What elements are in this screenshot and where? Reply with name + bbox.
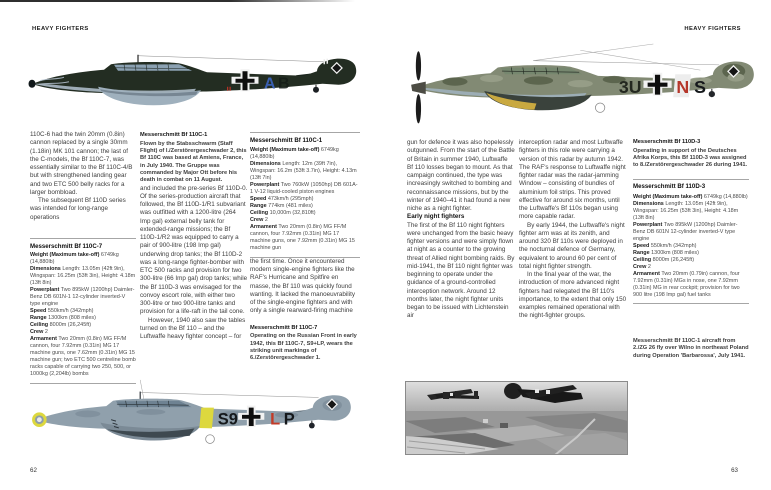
spec-row — [633, 222, 749, 243]
antenna-wire — [138, 56, 324, 62]
fin-bar-2 — [327, 59, 329, 64]
spec-value: 2 — [647, 263, 651, 270]
specbox-bf110c7 — [30, 238, 136, 384]
spec-row — [633, 250, 749, 257]
code-prefix-s9: S9 — [217, 410, 238, 429]
spec-row — [30, 336, 136, 378]
spec-label: Powerplant — [250, 182, 280, 189]
spec-label: Crew — [30, 329, 44, 335]
spec-value: 550km/h (342mph) — [47, 308, 94, 314]
fin-bar-1 — [324, 59, 326, 64]
spec-row — [633, 243, 749, 250]
spec-label: Powerplant — [633, 221, 663, 228]
ventral-circle — [595, 103, 604, 112]
antenna-wire — [533, 61, 719, 65]
body-paragraph: In the final year of the war, the introduction of more advanced night fighters had relegated the Bf 110's importance, to the extent that only 150 examples remained operational with the night-fighter groups. — [519, 271, 627, 320]
caption-title: Messerschmitt Bf 110C-7 — [250, 324, 318, 331]
spec-label: Speed — [633, 242, 650, 249]
spec-value: Length: 12m (39ft 7in), Wingspan: 16.2m (53ft 3.7in), Height: 4.13m (13ft 7in) — [250, 161, 357, 182]
spec-label: Weight (Maximum take-off) — [30, 252, 100, 258]
caption-title: Messerschmitt Bf 110C-1 — [140, 132, 208, 138]
spec-label: Speed — [250, 196, 267, 203]
caption-bf110c1 — [140, 132, 248, 185]
spec-row — [250, 196, 360, 203]
code-letter-n: N — [676, 77, 690, 98]
spec-row — [30, 287, 136, 308]
spec-value: Two 20mm (0.8in) MG FF/M cannon, four 7.92mm (0.31in) MG 17 machine guns, one 7.62mm (0.31in) MG 15 machine gun; two ETC 500 centreline bomb racks capable of carrying two 250, 500, or 1000kg (2,204lb) bombs — [30, 336, 136, 377]
body-paragraph: The first of the Bf 110 night fighters were unchanged from the basic heavy fighter versions and were simply flown at night as a counter to the growing threat of Allied night bombing raids. By mid-1941, the Bf 110 night fighter was beginning to operate under the guidance of a ground-controlled interception network. Around 12 months later, the night fighter units began to be issued with Lichtenstein air — [407, 221, 515, 320]
spec-value: 1300km (808 miles) — [48, 315, 96, 321]
code-suffix-b: B — [278, 75, 290, 93]
code-letter-l: L — [270, 410, 281, 429]
aircraft-profile-bf110c7-illustration — [22, 378, 367, 458]
antenna-wire — [140, 393, 318, 398]
spec-value: 8000m (26,245ft) — [652, 256, 695, 263]
spec-row — [30, 252, 136, 266]
spec-value: Length: 13.05m (42ft 9in), Wingspan: 16.25m (53ft 3in), Height: 4.18m (13ft 8in) — [30, 266, 136, 286]
body-paragraph: the first time. Once it encountered modern single-engine fighters like the RAF's Hurricane and Spitfire en masse, the Bf 110 was quickly found wanting. It lacked the manoeuvrability of the single-engine fighters and with only a single rearward-firing machine — [250, 257, 356, 315]
code-letter-a: A — [264, 75, 276, 93]
left-column-3 — [250, 132, 360, 362]
canopy — [501, 67, 582, 74]
spec-value: 774km (481 miles) — [268, 203, 313, 210]
spec-row — [30, 329, 136, 336]
spec-value: Two 20mm (0.8in) MG FF/M cannon, four 7.92mm (0.31in) MG 17 machine guns, one 7.92mm (0.31in) MG 15 machine gun — [250, 224, 355, 252]
spec-row — [30, 266, 136, 287]
spinner — [411, 82, 426, 95]
specbox-title: Messerschmitt Bf 110D-3 — [633, 183, 706, 191]
spec-label: Armament — [250, 224, 277, 231]
caption-body: Operating in support of the Deutsches Afrika Korps, this Bf 110D-3 was assigned to 8./Zerstörergeschwader 26 during 1941. — [633, 147, 748, 169]
spec-row — [250, 224, 360, 252]
running-head-right: HEAVY FIGHTERS — [684, 26, 741, 32]
spec-value: 1300km (808 miles) — [651, 249, 699, 256]
spec-label: Crew — [633, 263, 647, 270]
aircraft-profile-bf110c1-illustration — [25, 40, 365, 124]
propeller-blade-up — [416, 51, 421, 80]
caption-title: Messerschmitt Bf 110D-3 — [633, 139, 701, 145]
spec-label: Weight (Maximum take-off) — [633, 193, 703, 200]
spec-value: 2 — [44, 329, 48, 335]
running-head-left: HEAVY FIGHTERS — [32, 26, 89, 32]
spec-row — [250, 217, 360, 224]
propeller-blade-down — [416, 94, 421, 123]
spec-value: Two 20mm (0.79in) cannon, four 7.92mm (0.31in) MGs in nose, one 7.92mm (0.31in) MG in rear cockpit; provision for two 900 litre (198 Imp gal) fuel tanks — [633, 270, 740, 298]
body-paragraph: The subsequent Bf 110D series was intended for long-range operations — [30, 197, 126, 221]
right-column-2 — [519, 139, 627, 321]
spec-label: Ceiling — [30, 322, 49, 328]
ventral-circle — [206, 435, 215, 444]
spec-value: 6749kg (14,880lb) — [250, 147, 339, 161]
spec-label: Weight (Maximum take-off) — [250, 147, 320, 154]
spec-label: Dimensions — [633, 200, 664, 207]
spec-row — [30, 315, 136, 322]
body-paragraph: 110C-6 had the twin 20mm (0.8in) cannon replaced by a single 30mm (1.18in) MK 101 cannon; the last of the C-models, the Bf 110C-7, was essentially similar to the Bf 110C-4/B but with strengthened landing gear and two ETC 500 belly racks for a larger bombload. — [30, 131, 133, 196]
spec-row — [633, 201, 749, 222]
page-number-left: 62 — [30, 467, 37, 474]
aircraft-profile-bf110d3-illustration — [408, 36, 763, 136]
spec-row — [30, 308, 136, 315]
subheading-early-night-fighters: Early night fighters — [407, 213, 465, 221]
spec-row — [250, 182, 360, 196]
spec-label: Ceiling — [250, 210, 269, 217]
caption-body: Operating on the Russian Front in early 1942, this Bf 110C-7, S9+LP, wears the striking unit markings of 6./Zerstörergeschwader 1. — [250, 333, 357, 362]
nose-hub — [37, 417, 42, 422]
spec-value: 550km/h (342mph) — [650, 242, 697, 249]
spec-row — [633, 257, 749, 264]
body-paragraph: By early 1944, the Luftwaffe's night fighter arm was at its zenith, and around 320 Bf 110s were deployed in the nocturnal defence of Germany, equivalent to around 60 per cent of total night fighter strength. — [519, 221, 625, 270]
spec-row — [250, 210, 360, 217]
right-column-3 — [633, 139, 749, 304]
body-paragraph: and included the pre-series Bf 110D-0. Of the series-production aircraft that followed, the Bf 110D-1/R1 subvariant was outfitted with a 1200-litre (264 Imp gal) external belly tank for extended-range missions; the Bf 110D-1/R2 was equipped to carry a pair of 900-litre (198 Imp gal) underwing drop tanks; the Bf 110D-2 was a long-range fighter-bomber with ETC 500 racks and provision for two 300-litre (66 Imp gal) drop tanks; while the Bf 110D-3 was envisaged for the convoy escort role, with either two 300-litre or two 900-litre tanks and provision for a life-raft in the tail cone. — [140, 184, 248, 316]
tail-wheel — [709, 91, 715, 97]
spec-label: Ceiling — [633, 256, 652, 263]
photo-artwork — [405, 381, 628, 455]
spec-value: Two 760kW (1050hp) DB 601A-1 V-12 liquid-cooled piston engines — [250, 182, 358, 196]
left-column-2 — [140, 132, 248, 341]
red-bar-2 — [230, 87, 231, 91]
canopy — [116, 401, 192, 407]
spec-value: 6749kg (14,880lb) — [30, 252, 119, 265]
body-paragraph: gun for defence it was also hopelessly outgunned. From the start of the Battle of Britain in summer 1940, Luftwaffe Bf 110 losses began to mount. As that campaign continued, the type was increasingly switched to bombing and reconnaissance missions, but by the winter of 1940–41 it had found a new niche as a night fighter. — [407, 139, 515, 212]
spec-label: Crew — [250, 217, 264, 224]
spec-label: Powerplant — [30, 287, 60, 293]
code-suffix-p: P — [283, 410, 295, 429]
spec-row — [633, 194, 749, 201]
tail-wheel — [309, 423, 315, 429]
spec-row — [250, 161, 360, 182]
spec-label: Range — [633, 249, 650, 256]
spec-value: Two 895kW (1200hp) Daimler-Benz DB 601N-1 12-cylinder inverted-V type engine — [30, 287, 135, 307]
specbox-bf110c1 — [250, 132, 360, 258]
spec-value: 10,000m (32,810ft) — [269, 210, 316, 217]
spec-label: Speed — [30, 308, 47, 314]
spec-label: Armament — [633, 270, 660, 277]
spec-label: Armament — [30, 336, 57, 342]
spec-label: Range — [250, 203, 267, 210]
spec-value: 2 — [264, 217, 268, 224]
canopy — [114, 64, 192, 71]
caption-body: Flown by the Stabsschwarm (Staff Flight) of I./Zerstörergeschwader 2, this Bf 110C was based at Amiens, France, in July 1940. The Gruppe was commanded by Major Ott before his death in combat on 11 August. — [140, 140, 247, 184]
right-column-1 — [407, 139, 515, 321]
photo-bf110-formation — [405, 381, 628, 455]
spec-row — [250, 203, 360, 210]
caption-bf110c7 — [250, 325, 360, 363]
body-paragraph: However, 1940 also saw the tables turned on the Bf 110 – and the Luftwaffe heavy fighter concept – for — [140, 316, 246, 341]
specbox-bf110d3 — [633, 179, 749, 305]
spec-row — [30, 322, 136, 329]
spec-value: 473km/h (295mph) — [267, 196, 314, 203]
spec-label: Dimensions — [30, 266, 61, 272]
page-number-right: 63 — [731, 467, 738, 474]
spec-value: 6749kg (14,880lb) — [703, 193, 748, 200]
spinner — [29, 80, 36, 88]
spec-label: Dimensions — [250, 161, 281, 168]
spec-value: Length: 13.05m (42ft 9in), Wingspan: 16.25m (53ft 3in), Height: 4.18m (13ft 8in) — [633, 200, 739, 221]
code-prefix-3u: 3U — [618, 77, 642, 98]
spec-row — [633, 271, 749, 299]
photo-caption — [633, 338, 751, 360]
specbox-title: Messerschmitt Bf 110C-7 — [30, 242, 103, 250]
code-suffix-s: S — [694, 77, 706, 98]
spec-row — [250, 147, 360, 161]
page-top-edge — [0, 0, 355, 2]
spec-row — [633, 264, 749, 271]
left-column-1 — [30, 131, 136, 222]
spec-value: 8000m (26,245ft) — [49, 322, 92, 328]
caption-bf110d3 — [633, 139, 749, 170]
specbox-title: Messerschmitt Bf 110C-1 — [250, 136, 323, 144]
yellow-fuselage-band — [199, 408, 214, 429]
tail-wheel — [313, 87, 319, 93]
photo-caption-text: Messerschmitt Bf 110C-1 aircraft from 2./ZG 26 fly over Wilno in northeast Poland during Operation 'Barbarossa', July 1941. — [633, 338, 749, 359]
spec-value: Two 895kW (1200hp) Daimler-Benz DB 601N 12-cylinder inverted-V type engine — [633, 221, 738, 242]
red-bar-1 — [227, 87, 228, 91]
body-paragraph: interception radar and most Luftwaffe fighters in this role were carrying a version of this radar by autumn 1942. The RAF's response to Luftwaffe night fighter radar was the radar-jamming Window – consisting of bundles of aluminium foil strips. This proved effective for around six months, until the Luftwaffe's Bf 110s began using more capable radar. — [519, 139, 626, 221]
spec-label: Range — [30, 315, 47, 321]
wing-wire-2 — [580, 50, 700, 70]
